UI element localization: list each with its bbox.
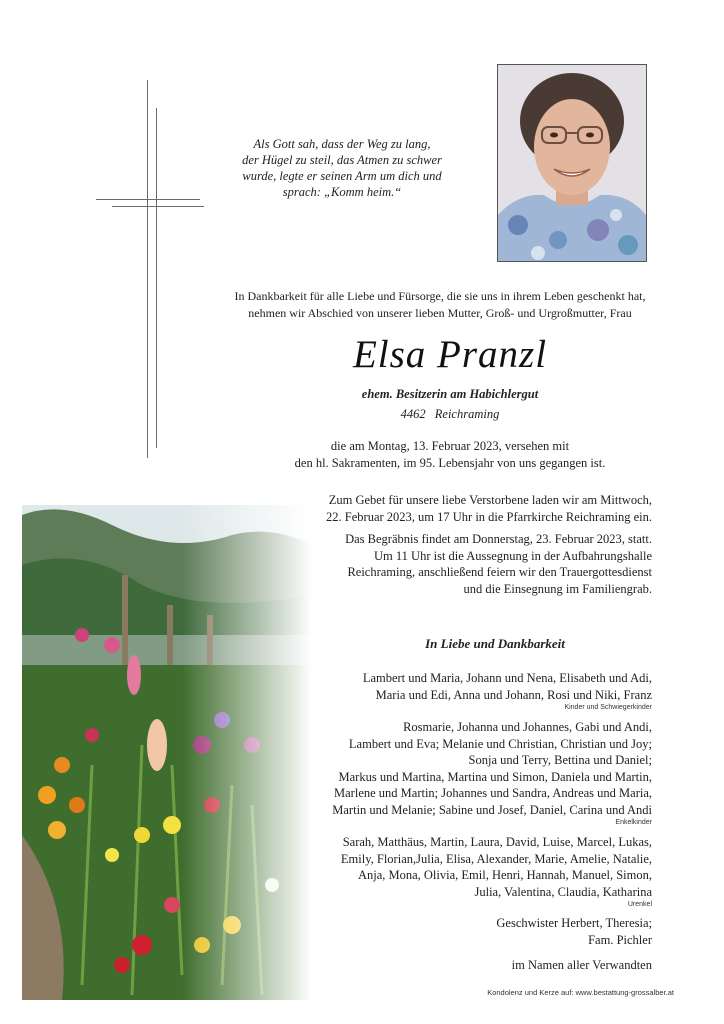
memorial-quote xyxy=(224,136,460,200)
gratitude-text xyxy=(160,288,720,322)
group-label: Urenkel xyxy=(627,901,652,908)
mourner-line: Rosmarie, Johanna und Johannes, Gabi und Andi, xyxy=(403,720,652,734)
relatives-line: im Namen aller Verwandten xyxy=(511,958,652,972)
mourner-line: Martin und Melanie; Sabine und Josef, Daniel, Carina und Andi xyxy=(332,802,652,817)
mourner-line: Marlene und Martin; Johannes und Sandra, Andreas und Maria, xyxy=(334,786,652,800)
mourner-line: Anja, Mona, Olivia, Emil, Henri, Hannah, Manuel, Simon, xyxy=(357,868,652,882)
deceased-occupation: ehem. Besitzerin am Habichlergut xyxy=(361,387,539,401)
group-label: Kinder und Schwiegerkinder xyxy=(564,704,652,711)
mourner-line: Sonja und Terry, Bettina und Daniel; xyxy=(468,753,652,767)
sibling-line: Geschwister Herbert, Theresia; xyxy=(496,916,652,930)
death-line: den hl. Sakramenten, im 95. Lebensjahr von uns gegangen ist. xyxy=(294,456,606,470)
gratitude-line: In Dankbarkeit für alle Liebe und Fürsorge, die sie uns in ihrem Leben geschenkt hat, xyxy=(234,289,646,303)
funeral-line: Das Begräbnis findet am Donnerstag, 23. Februar 2023, statt. xyxy=(345,532,652,546)
portrait-illustration xyxy=(498,65,646,261)
quote-line: Als Gott sah, dass der Weg zu lang, xyxy=(253,137,431,151)
siblings-group xyxy=(352,915,652,948)
mourner-line: Emily, Florian,Julia, Elisa, Alexander, Marie, Amelie, Natalie, xyxy=(340,851,652,866)
prayer-line: Zum Gebet für unsere liebe Verstorbene laden wir am Mittwoch, xyxy=(328,493,652,507)
death-line: die am Montag, 13. Februar 2023, versehen mit xyxy=(330,439,570,453)
quote-line: wurde, legte er seinen Arm um dich und xyxy=(242,169,442,183)
portrait-photo xyxy=(497,64,647,262)
condolence-link: Kondolenz und Kerze auf: www.bestattung-grossalber.at xyxy=(487,988,674,997)
death-notice xyxy=(250,438,650,472)
cross-horizontal-line-inner xyxy=(112,206,204,207)
mourner-line: Maria und Edi, Anna und Johann, Rosi und Niki, Franz xyxy=(375,687,652,702)
mourner-line: Julia, Valentina, Claudia, Katharina xyxy=(474,884,652,899)
mourners-heading: In Liebe und Dankbarkeit xyxy=(425,636,565,651)
deceased-name: Elsa Pranzl xyxy=(352,333,548,376)
group-label: Enkelkinder xyxy=(615,819,652,826)
quote-line: der Hügel zu steil, das Atmen zu schwer xyxy=(242,153,442,167)
mourner-line: Sarah, Matthäus, Martin, Laura, David, Luise, Marcel, Lukas, xyxy=(342,835,652,849)
quote-line: sprach: „Komm heim.“ xyxy=(282,185,402,199)
deceased-residence xyxy=(300,407,600,422)
gratitude-line: nehmen wir Abschied von unserer lieben Mutter, Groß- und Urgroßmutter, Frau xyxy=(248,306,632,320)
funeral-line: Reichraming, anschließend feiern wir den Trauergottesdienst xyxy=(347,565,652,579)
mourner-line: Markus und Martina, Martina und Simon, Daniela und Martin, xyxy=(338,769,652,784)
town-name: Reichraming xyxy=(434,407,500,421)
cross-vertical-line xyxy=(147,80,148,458)
sibling-line: Fam. Pichler xyxy=(588,932,652,947)
mourner-line: Lambert und Eva; Melanie und Christian, Christian und Joy; xyxy=(348,736,652,751)
funeral-line: Um 11 Uhr ist die Aussegnung in der Aufbahrungshalle xyxy=(374,548,652,563)
garden-illustration xyxy=(22,505,312,1000)
cross-horizontal-line xyxy=(96,199,200,200)
cross-vertical-line-inner xyxy=(156,108,157,448)
garden-image xyxy=(22,505,312,1000)
prayer-line: 22. Februar 2023, um 17 Uhr in die Pfarrkirche Reichraming ein. xyxy=(326,509,652,524)
mourner-line: Lambert und Maria, Johann und Nena, Elisabeth und Adi, xyxy=(362,671,652,685)
funeral-line: und die Einsegnung im Familiengrab. xyxy=(463,581,652,596)
postal-code: 4462 xyxy=(400,407,426,421)
